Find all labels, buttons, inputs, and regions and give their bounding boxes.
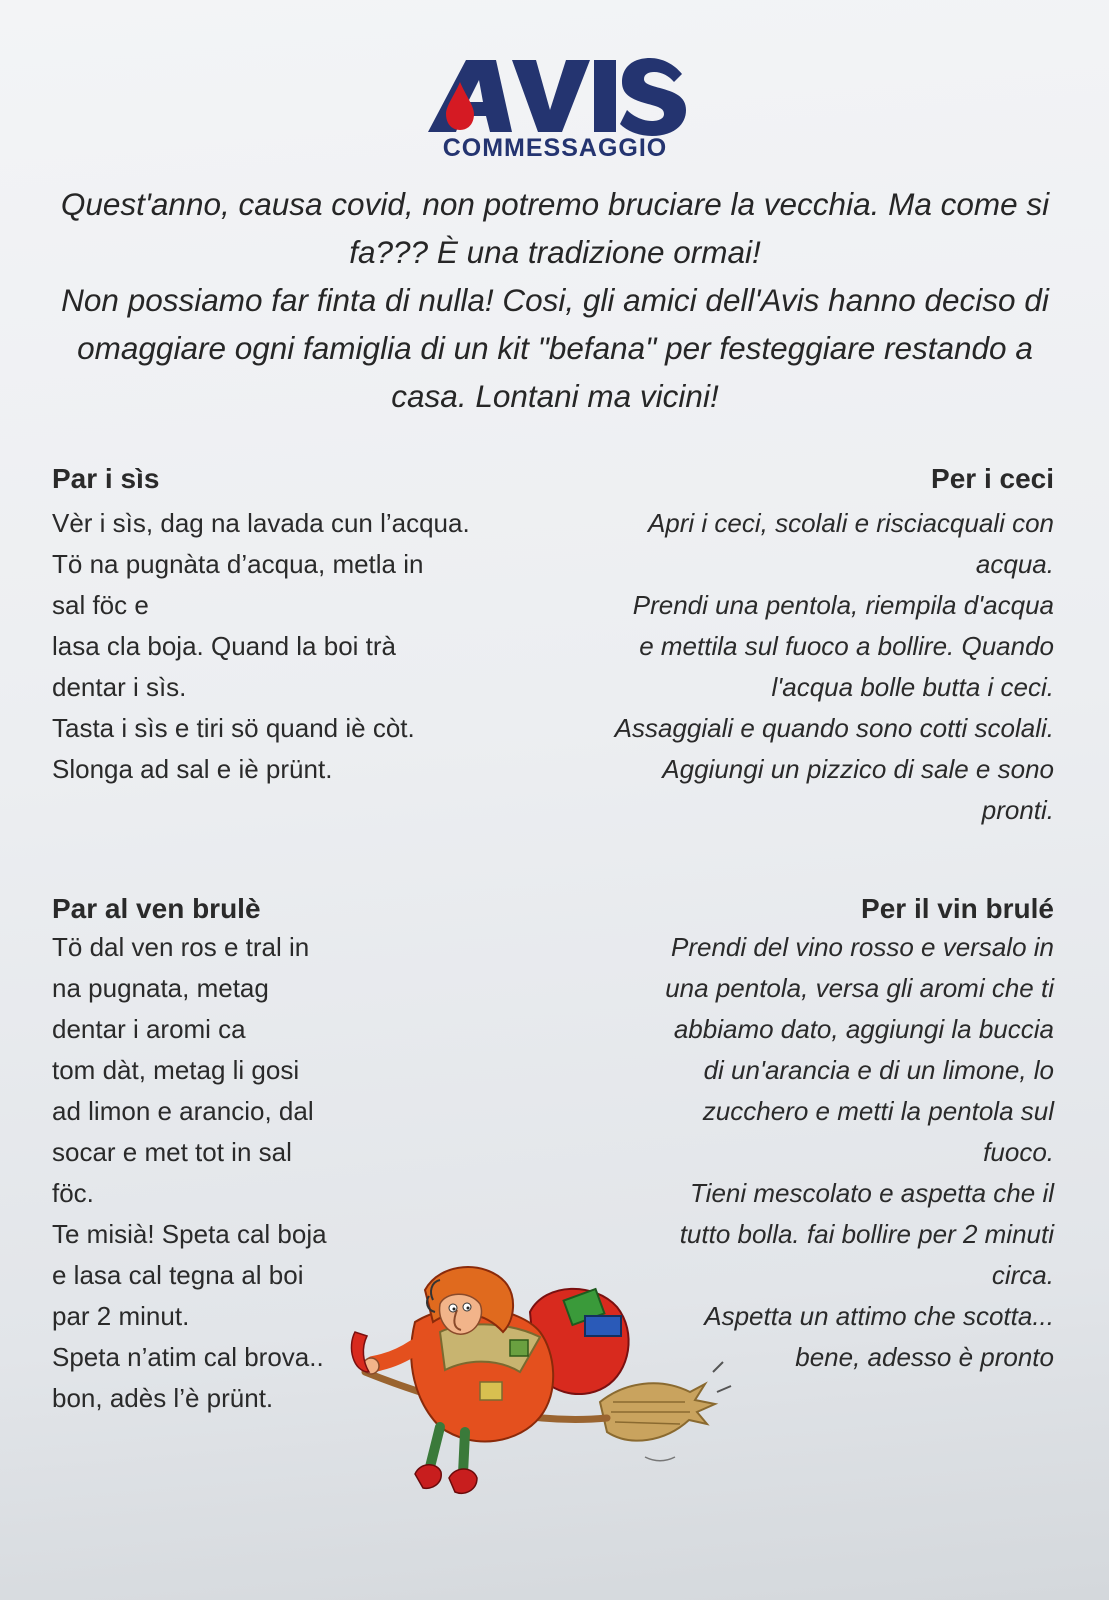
recipe-body (52, 503, 572, 790)
recipe-line: föc. (52, 1178, 94, 1208)
recipe-heading: Par i sìs (52, 463, 160, 494)
intro-paragraph: Quest'anno, causa covid, non potremo bruciare la vecchia. Ma come si fa??? È una tradizione ormai! (60, 186, 1050, 270)
recipe-body (52, 927, 392, 1419)
recipe-line: na pugnata, metag (52, 973, 269, 1003)
recipe-line: ad limon e arancio, dal (52, 1096, 314, 1126)
avis-wordmark-icon (420, 52, 690, 136)
recipe-line: pronti. (981, 795, 1054, 825)
recipe-line: tutto bolla. fai bollire per 2 minuti (679, 1219, 1054, 1249)
recipe-line: Te misià! Speta cal boja (52, 1219, 327, 1249)
dialect-chickpeas-recipe (52, 463, 572, 790)
recipe-line: Aspetta un attimo che scotta... (704, 1301, 1054, 1331)
befana-on-broom-icon (345, 1252, 740, 1517)
recipe-line: Slonga ad sal e iè prünt. (52, 754, 333, 784)
recipe-line: di un'arancia e di un limone, lo (703, 1055, 1054, 1085)
recipe-line: Apri i ceci, scolali e risciacquali con (647, 508, 1054, 538)
recipe-line: bon, adès l’è prünt. (52, 1383, 274, 1413)
recipe-line: Tieni mescolato e aspetta che il (690, 1178, 1054, 1208)
recipe-line: Speta n’atim cal brova.. (52, 1342, 324, 1372)
recipe-line: l'acqua bolle butta i ceci. (771, 672, 1054, 702)
recipe-line: acqua. (975, 549, 1054, 579)
recipe-heading: Per il vin brulé (861, 893, 1054, 924)
recipe-line: Aggiungi un pizzico di sale e sono (662, 754, 1054, 784)
recipe-heading: Per i ceci (931, 463, 1054, 494)
recipe-line: Vèr i sìs, dag na lavada cun l’acqua. (52, 508, 470, 538)
avis-logo (420, 52, 690, 164)
recipe-line: Tö na pugnàta d’acqua, metla in (52, 549, 424, 579)
intro-text (60, 180, 1050, 420)
recipe-line: e lasa cal tegna al boi (52, 1260, 304, 1290)
logo-subtitle: COMMESSAGGIO (442, 134, 668, 162)
recipe-line: lasa cla boja. Quand la boi trà (52, 631, 396, 661)
recipe-line: abbiamo dato, aggiungi la buccia (673, 1014, 1054, 1044)
recipe-line: dentar i sìs. (52, 672, 187, 702)
dialect-mulled-wine-recipe (52, 893, 392, 1419)
recipe-line: bene, adesso è pronto (795, 1342, 1054, 1372)
recipe-line: fuoco. (983, 1137, 1054, 1167)
recipe-line: e mettila sul fuoco a bollire. Quando (639, 631, 1054, 661)
recipe-line: Tasta i sìs e tiri sö quand iè còt. (52, 713, 415, 743)
recipe-line: Prendi del vino rosso e versalo in (671, 932, 1054, 962)
recipe-heading: Par al ven brulè (52, 893, 261, 924)
recipe-line: par 2 minut. (52, 1301, 190, 1331)
recipe-line: tom dàt, metag li gosi (52, 1055, 300, 1085)
intro-paragraph: Non possiamo far finta di nulla! Cosi, gli amici dell'Avis hanno deciso di omaggiare ogni famiglia di un kit "befana" per festeggiare restando a casa. Lontani ma vicini! (61, 282, 1049, 414)
recipe-line: Prendi una pentola, riempila d'acqua (632, 590, 1054, 620)
recipe-line: dentar i aromi ca (52, 1014, 246, 1044)
recipe-line: una pentola, versa gli aromi che ti (665, 973, 1054, 1003)
recipe-body (534, 503, 1054, 831)
recipe-line: Tö dal ven ros e tral in (52, 932, 310, 962)
recipe-line: zucchero e metti la pentola sul (702, 1096, 1054, 1126)
recipe-line: circa. (991, 1260, 1054, 1290)
italian-chickpeas-recipe (534, 463, 1054, 831)
recipe-line: sal föc e (52, 590, 149, 620)
recipe-line: socar e met tot in sal (52, 1137, 292, 1167)
recipe-line: Assaggiali e quando sono cotti scolali. (614, 713, 1054, 743)
